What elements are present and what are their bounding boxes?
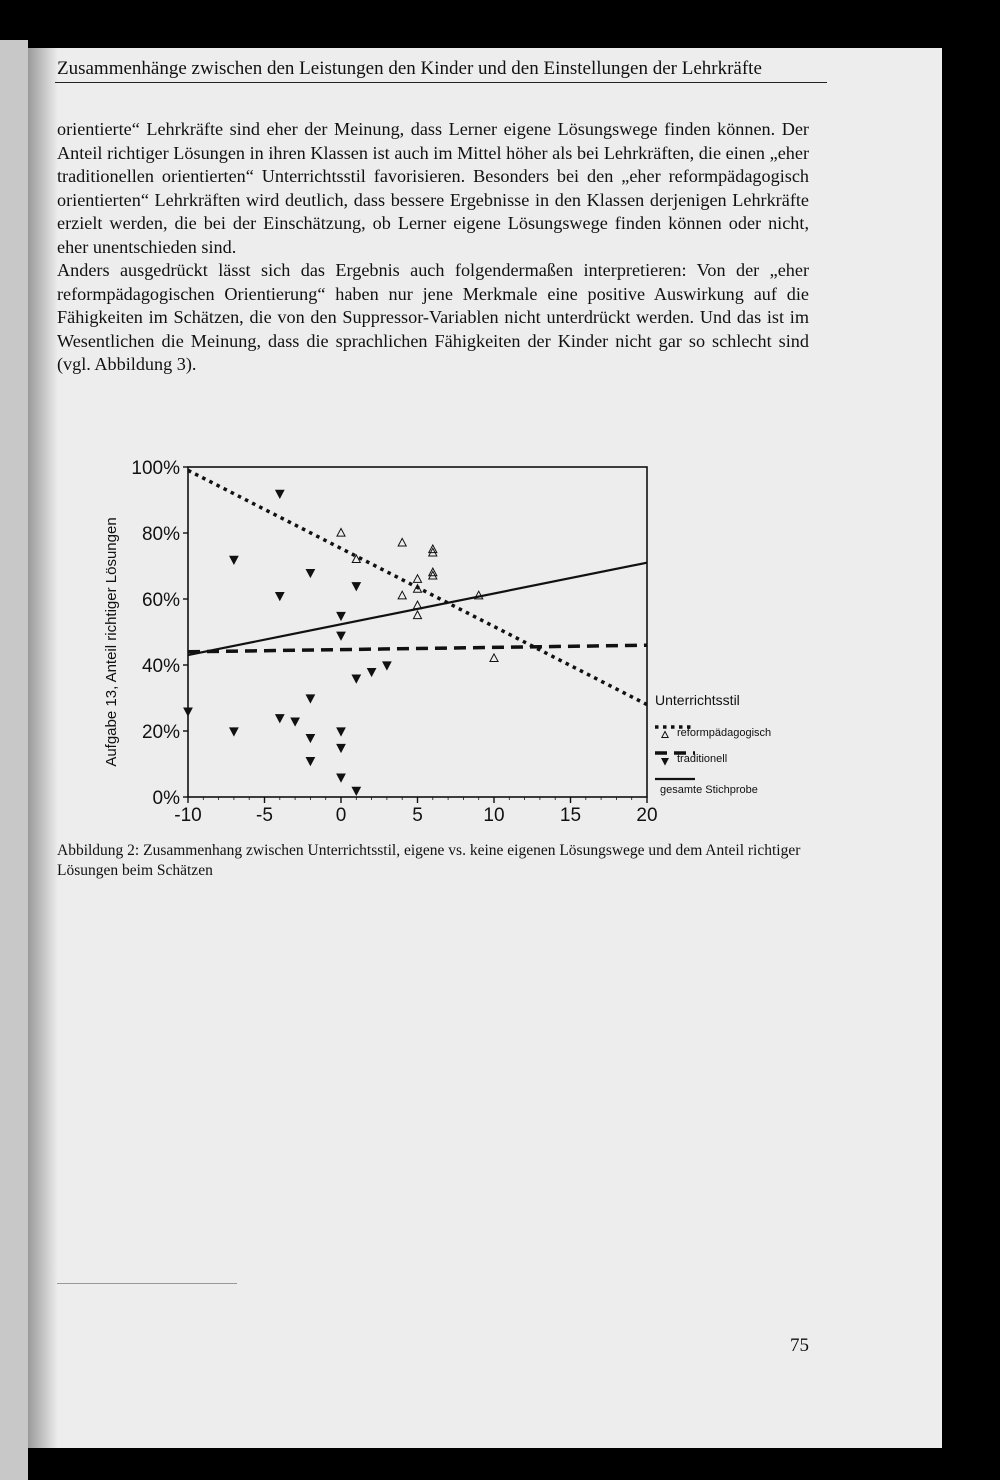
point-traditionell xyxy=(383,662,391,670)
legend-entry-label: gesamte Stichprobe xyxy=(660,784,758,796)
point-reformpaedagogisch xyxy=(398,538,406,546)
regression-line-dotted xyxy=(188,470,647,704)
point-traditionell xyxy=(306,695,314,703)
scatter-chart xyxy=(55,405,815,825)
point-traditionell xyxy=(337,728,345,736)
point-traditionell xyxy=(276,490,284,498)
x-tick-label: 20 xyxy=(636,805,658,825)
point-traditionell xyxy=(352,583,360,591)
y-tick-label: 20% xyxy=(141,722,180,743)
point-reformpaedagogisch xyxy=(337,529,345,537)
point-traditionell xyxy=(306,569,314,577)
point-traditionell xyxy=(276,593,284,601)
footnote-rule xyxy=(57,1283,237,1284)
page-gutter-shadow xyxy=(28,48,58,1448)
legend-title: Unterrichtsstil xyxy=(655,692,740,708)
point-traditionell xyxy=(337,612,345,620)
point-traditionell xyxy=(337,774,345,782)
point-traditionell xyxy=(306,734,314,742)
legend-marker-up xyxy=(662,732,668,738)
y-tick-label: 100% xyxy=(131,458,180,479)
point-traditionell xyxy=(368,668,376,676)
x-tick-label: 0 xyxy=(335,805,347,825)
y-tick-label: 0% xyxy=(152,788,180,809)
y-tick-label: 40% xyxy=(141,656,180,677)
x-tick-label: 5 xyxy=(412,805,423,825)
point-traditionell xyxy=(337,632,345,640)
point-reformpaedagogisch xyxy=(413,611,421,619)
point-traditionell xyxy=(276,715,284,723)
y-tick-label: 80% xyxy=(141,524,180,545)
running-head: Zusammenhänge zwischen den Leistungen den Kinder und den Einstellungen der Lehrkräfte xyxy=(57,58,762,79)
x-tick-label: 10 xyxy=(483,805,505,825)
legend-entry-label: traditionell xyxy=(677,753,728,765)
point-traditionell xyxy=(306,758,314,766)
y-axis-label: Aufgabe 13, Anteil richtiger Lösungen xyxy=(103,517,120,767)
running-head-rule xyxy=(55,82,827,83)
paragraph-2: Anders ausgedrückt lässt sich das Ergebnis auch folgendermaßen interpretieren: Von der „eher reformpädagogischen Orientierung“ haben nur jene Merkmale eine positive Auswirkung auf die Fähigkeiten im Schätzen, die von den Suppressor-Variablen nicht unterdrückt werden. Und das ist im Wesentlichen die Meinung, dass die sprachlichen Fähigkeiten der Kinder nicht gar so schlecht sind (vgl. Abbildung 3). xyxy=(57,260,809,374)
paragraph-1: orientierte“ Lehrkräfte sind eher der Meinung, dass Lerner eigene Lösungswege finden können. Der Anteil richtiger Lösungen in ihren Klassen ist auch im Mittel höher als bei Lehrkräften, die einen „eher traditionellen orientierten“ Unterrichtsstil favorisieren. Besonders bei den „eher reformpädagogisch orientierten“ Lehrkräften wird deutlich, dass bessere Ergebnisse in den Klassen derjenigen Lehrkräfte erzielt werden, die bei der Einschätzung, ob Lerner eigene Lösungswege finden können oder nicht, eher unentschieden sind. xyxy=(57,119,809,257)
point-traditionell xyxy=(337,744,345,752)
point-reformpaedagogisch xyxy=(490,654,498,662)
legend-marker-down xyxy=(662,759,668,765)
x-tick-label: -5 xyxy=(256,805,273,825)
body-text xyxy=(57,118,809,377)
point-reformpaedagogisch xyxy=(413,575,421,583)
figure-caption: Abbildung 2: Zusammenhang zwischen Unterrichtsstil, eigene vs. keine eigenen Lösungswege und dem Anteil richtiger Lösungen beim Schätzen xyxy=(57,842,801,879)
point-traditionell xyxy=(352,787,360,795)
point-reformpaedagogisch xyxy=(398,591,406,599)
regression-line-dashed xyxy=(188,645,647,652)
plot-frame xyxy=(188,467,647,797)
adjacent-page-edge xyxy=(0,40,28,1480)
point-traditionell xyxy=(230,728,238,736)
legend-entry-label: reformpädagogisch xyxy=(677,727,772,739)
point-traditionell xyxy=(184,708,192,716)
point-traditionell xyxy=(230,556,238,564)
figure-chart xyxy=(55,405,815,825)
page-number: 75 xyxy=(790,1335,809,1356)
x-tick-label: -10 xyxy=(174,805,202,825)
point-traditionell xyxy=(291,718,299,726)
y-tick-label: 60% xyxy=(141,590,180,611)
point-traditionell xyxy=(352,675,360,683)
x-tick-label: 15 xyxy=(559,805,582,825)
